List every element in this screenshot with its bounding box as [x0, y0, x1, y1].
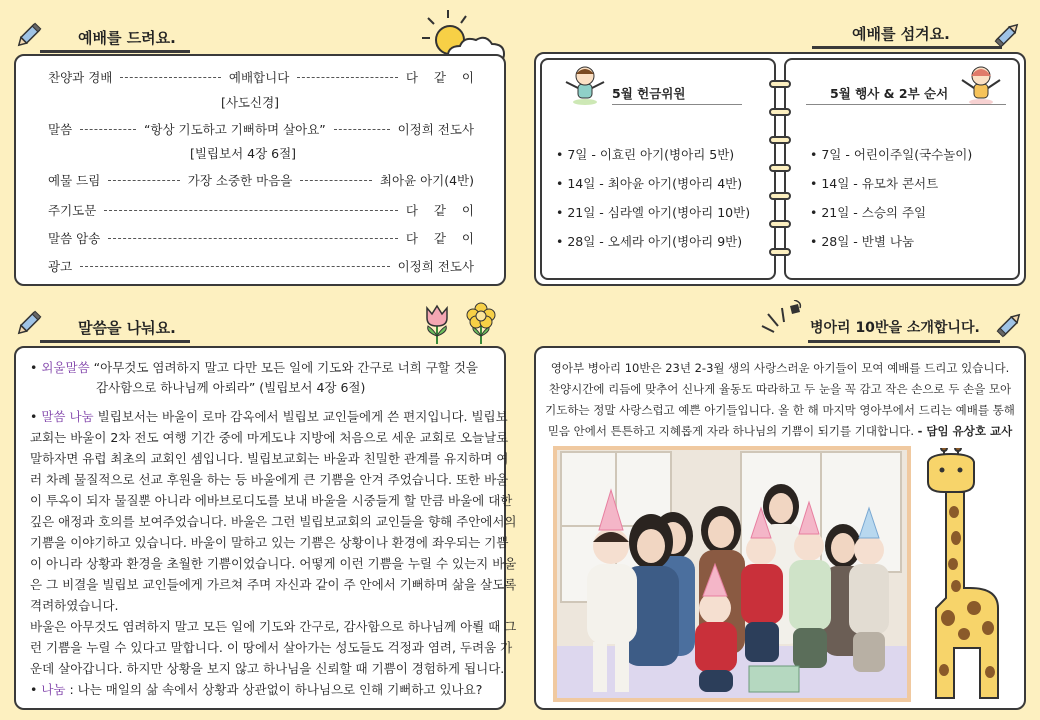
row-leader: 다 같 이	[405, 203, 474, 218]
sparkle-icon	[758, 300, 804, 340]
event-item: • 7일 - 어린이주일(국수놀이)	[810, 147, 973, 162]
event-item: • 14일 - 유모차 콘서트	[810, 176, 939, 191]
worship-row-recitation	[48, 229, 474, 247]
notebook-ring	[769, 136, 791, 144]
tulip-icon	[420, 302, 454, 346]
share-line: 이 투옥이 되자 물질뿐 아니라 에바브로디도를 보내 바울을 시중들게 할 만큼 바울에 대한	[30, 493, 513, 508]
notebook-ring	[769, 164, 791, 172]
child-icon	[562, 62, 608, 106]
memory-label: 외울말씀	[41, 360, 90, 375]
heading-underline	[612, 104, 742, 105]
talk-question: : 나는 매일의 삶 속에서 상황과 상관없이 하나님으로 인해 기뻐하고 있나요?	[69, 682, 483, 697]
notebook-ring	[769, 192, 791, 200]
offering-item: • 28일 - 오세라 아기(병아리 9반)	[556, 234, 743, 249]
offering-item: • 21일 - 심라엘 아기(병아리 10반)	[556, 205, 751, 220]
memory-line: “아무것도 염려하지 말고 다만 모든 일에 기도와 간구로 너희 구할 것을	[93, 360, 478, 375]
flower-icon	[464, 302, 498, 346]
pencil-icon	[14, 310, 42, 338]
share-line: 런 기쁨을 누릴 수 있다고 말합니다. 이 땅에서 살아가는 성도들도 걱정과 염려, 두려움 가	[30, 640, 513, 655]
row-label: 주기도문	[48, 203, 97, 218]
notebook-ring	[769, 248, 791, 256]
share-line: 깊은 애정과 호의를 보여주었습니다. 바울은 그런 빌립보교회의 교인들을 향해 주안에서의	[30, 514, 517, 529]
share-line: 격려하였습니다.	[30, 598, 119, 613]
intro-line: 영아부 병아리 10반은 23년 2-3월 생의 사랑스러운 아기들이 모여 예배를 드리고 있습니다.	[550, 361, 1010, 375]
worship-row-lords-prayer	[48, 201, 474, 219]
worship-row-praise	[48, 68, 474, 86]
creed-label: [사도신경]	[220, 95, 280, 110]
offering-item: • 14일 - 최아윤 아기(병아리 4반)	[556, 176, 743, 191]
heading-underline	[806, 104, 1006, 105]
memory-verse: • 외울말씀 “아무것도 염려하지 말고 다만 모든 일에 기도와 간구로 너희 구할 것을	[30, 360, 478, 375]
class-title: 병아리 10반을 소개합니다.	[808, 318, 1000, 343]
pencil-icon	[994, 20, 1022, 48]
notebook-ring	[769, 80, 791, 88]
giraffe-icon	[918, 448, 1016, 706]
class-intro	[540, 358, 1020, 442]
intro-line: 믿음 안에서 튼튼하고 지혜롭게 자라 하나님의 기쁨이 되기를 기대합니다.	[547, 424, 914, 438]
row-label: 말씀 암송	[48, 231, 101, 246]
share-line: 이 아니라 상황과 환경을 초월한 기쁨이었습니다. 어떻게 이런 기쁨을 누릴 수 있는지 바울	[30, 556, 517, 571]
serve-title: 예배를 섬겨요.	[812, 24, 1002, 49]
intro-line: 기도하는 정말 사랑스럽고 예쁜 아기들입니다. 올 한 해 마지막 영아부에서 드리는 예배를 통해	[545, 403, 1015, 417]
worship-panel	[14, 54, 506, 286]
notebook-ring	[769, 108, 791, 116]
row-content: “항상 기도하고 기뻐하며 살아요”	[143, 122, 326, 137]
worship-title: 예배를 드려요.	[40, 28, 190, 53]
worship-row-sermon	[48, 120, 474, 138]
share-line: 빌립보서는 바울이 로마 감옥에서 빌립보 교인들에게 쓴 편지입니다. 빌립보	[97, 409, 508, 424]
child-icon	[958, 62, 1004, 106]
share-line: 은 그 비결을 빌립보 교인들에게 가르쳐 주며 자신과 같이 주 안에서 기뻐하며 삶을 살도록	[30, 577, 517, 592]
event-item: • 28일 - 반별 나눔	[810, 234, 915, 249]
pencil-icon	[14, 22, 42, 50]
share-line: 바울은 아무것도 염려하지 말고 모든 일에 기도와 간구로, 감사함으로 하나님께 아뢸 때 그	[30, 619, 517, 634]
class-photo	[553, 446, 911, 702]
row-content: 예배합니다	[228, 70, 290, 85]
share-line: 말하자면 유럽 최초의 교회인 셈입니다. 빌립보교회는 바울과 친밀한 관계를 유지하며 여	[30, 451, 509, 466]
share-label: 말씀 나눔	[41, 409, 94, 424]
memory-verse-line2: 감사함으로 하나님께 아뢰라” (빌립보서 4장 6절)	[96, 380, 366, 395]
worship-row-offering	[48, 171, 474, 189]
offering-heading: 5월 헌금위원	[612, 86, 686, 101]
sermon-verse: [빌립보서 4장 6절]	[189, 146, 297, 161]
sermon-sharing: • 말씀 나눔 빌립보서는 바울이 로마 감옥에서 빌립보 교인들에게 쓴 편지입니다. 빌립보 교회는 바울이 2차 전도 여행 기간 중에 마게도냐 지방에 처음으로 세운 교회로 오늘날로 말하자면 유럽 최초의 교회인 셈입니다. 빌립보교회는 바울과 친밀한 관계를 유지하며 여 러 차례 물질적으로 선교 후원을 하는 등 바울에게 큰 기쁨을 안겨 주었습니다. 또한 바울 이 투옥이 되자 물질뿐 아니라 에바브로디도를 보내 바울을 시중들게 할 만큼 바울에 대한 깊은 애정과 호의를 보여주었습니다. 바울은 그런 빌립보교회의 교인들을 향해 주안에서의 기쁨을 이야기하고 있습니다. 바울이 말하고 있는 기쁨은 상황이나 환경에 좌우되는 기쁨 이 아니라 상황과 환경을 초월한 기쁨이었습니다. 어떻게 이런 기쁨을 누릴 수 있는지 바울 은 그 비결을 빌립보 교인들에게 가르쳐 주며 자신과 같이 주 안에서 기뻐하며 삶을 살도록 격려하였습니다. 바울은 아무것도 염려하지 말고 모든 일에 기도와 간구로, 감사함으로 하나님께 아뢸 때 그 런 기쁨을 누릴 수 있다고 말합니다. 이 땅에서 살아가는 성도들도 걱정과 염려, 두려움 가 운데 살아갑니다. 하지만 상황을 보지 않고 하나님을 신뢰할 때 기쁨이 경험하게 됩니다. • 나눔 : 나는 매일의 삶 속에서 상황과 상관없이 하나님으로 인해 기뻐하고 있나요?	[30, 409, 517, 697]
worship-row-announcements	[48, 257, 474, 275]
word-title: 말씀을 나눠요.	[40, 318, 190, 343]
event-item: • 21일 - 스승의 주일	[810, 205, 927, 220]
intro-line: 찬양시간에 리듬에 맞추어 신나게 율동도 따라하고 두 눈을 꼭 감고 작은 손으로 두 손을 모아	[548, 382, 1012, 396]
notebook-ring	[769, 220, 791, 228]
share-line: 운데 살아갑니다. 하지만 상황을 보지 않고 하나님을 신뢰할 때 기쁨이 경험하게 됩니다.	[30, 661, 505, 676]
row-leader: 이정희 전도사	[397, 259, 474, 274]
row-leader: 최아윤 아기(4반)	[379, 173, 475, 188]
teacher-signature: - 담임 유상호 교사	[917, 424, 1013, 438]
row-leader: 이정희 전도사	[397, 122, 475, 137]
offering-item: • 7일 - 이효린 아기(병아리 5반)	[556, 147, 735, 162]
row-label: 찬양과 경배	[48, 70, 113, 85]
row-leader: 다 같 이	[405, 231, 474, 246]
share-line: 기쁨을 이야기하고 있습니다. 바울이 말하고 있는 기쁨은 상황이나 환경에 좌우되는 기쁨	[30, 535, 509, 550]
share-line: 교회는 바울이 2차 전도 여행 기간 중에 마게도냐 지방에 처음으로 세운 교회로 오늘날로	[30, 430, 509, 445]
row-label: 예물 드림	[48, 173, 101, 188]
talk-label: 나눔	[41, 682, 66, 697]
share-line: 러 차례 물질적으로 선교 후원을 하는 등 바울에게 큰 기쁨을 안겨 주었습니다. 또한 바울	[30, 472, 509, 487]
row-label: 말씀	[48, 122, 73, 137]
events-heading: 5월 행사 & 2부 순서	[830, 86, 949, 101]
row-label: 광고	[48, 259, 73, 274]
row-content: 가장 소중한 마음을	[187, 173, 293, 188]
row-leader: 다 같 이	[405, 70, 474, 85]
pencil-icon	[996, 310, 1024, 338]
